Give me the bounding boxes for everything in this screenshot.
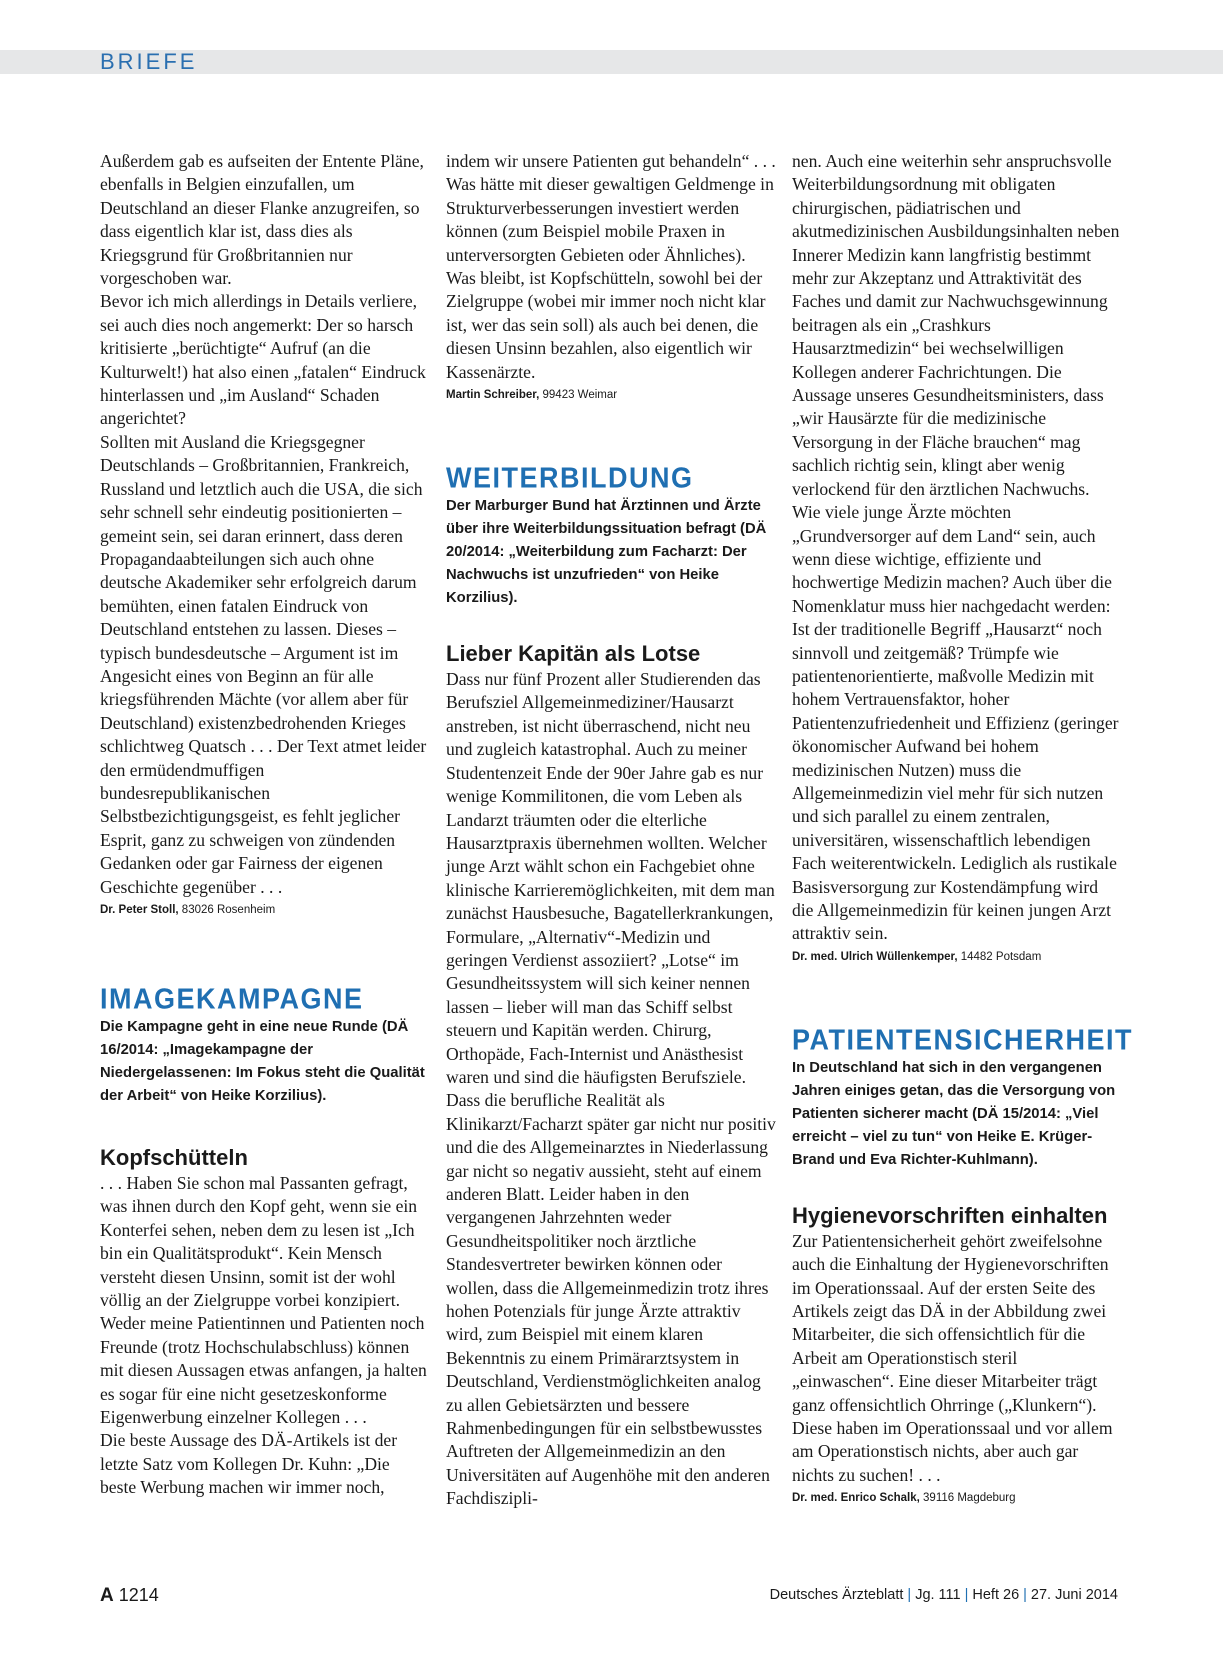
signature-place: 39116 Magdeburg <box>919 1492 1016 1505</box>
topic-heading: WEITERBILDUNG <box>446 462 694 494</box>
letter-paragraph: Weder meine Patientinnen und Patienten noch Freunde (trotz Hochschulabschluss) können mit diesen Aussagen etwas anfangen, ja halten es sogar für eine nicht gesetzeskonforme Eigenwerbung einzelner Kollegen . . . <box>100 1313 427 1428</box>
journal-issue: Heft 26 <box>972 1587 1020 1603</box>
letter-paragraph: . . . Haben Sie schon mal Passanten gefragt, was ihnen durch den Kopf geht, wenn sie ein Konterfei sehen, neben dem zu lesen ist „Ich bin ein Qualitätsprodukt“. Kein Mensch versteht diesen Unsinn, somit ist der wohl völlig an der Zielgruppe vorbei konzipiert. <box>100 1173 418 1311</box>
column-3 <box>792 150 1134 1506</box>
letter-headline: Kopfschütteln <box>100 1145 248 1170</box>
signature-place: 14482 Potsdam <box>957 950 1042 963</box>
letter-headline: Lieber Kapitän als Lotse <box>446 641 701 667</box>
letter-signature <box>792 950 1122 965</box>
signature-name: Dr. Peter Stoll, <box>100 904 179 916</box>
letter-paragraph: Außerdem gab es aufseiten der Entente Pläne, ebenfalls in Belgien einzufallen, um Deutschland an dieser Flanke anzugreifen, so dass eigentlich klar ist, dass dies als Kriegsgrund für Großbritannien nur vorgeschoben war. <box>100 151 424 289</box>
journal-name: Deutsches Ärzteblatt <box>769 1587 904 1603</box>
page-prefix: A <box>100 1585 114 1606</box>
page-number-value: 1214 <box>113 1585 159 1605</box>
letter-signature <box>792 1491 1122 1506</box>
topic-intro: In Deutschland hat sich in den vergangenen Jahren einiges getan, das die Versorgung von Patienten sicherer macht (DÄ 15/2014: „Viel erreicht – viel zu tun“ von Heike E. Krüger-Brand und Eva Richter-Kuhlmann). <box>792 1059 1116 1168</box>
topic-intro: Der Marburger Bund hat Ärztinnen und Ärzte über ihre Weiterbildungssituation befragt (DÄ 20/2014: „Weiterbildung zum Facharzt: Der Nachwuchs ist unzufrieden“ von Heike Korzilius). <box>446 498 767 607</box>
letter-paragraph: Sollten mit Ausland die Kriegsgegner Deutschlands – Großbritannien, Frankreich, Russland und letztlich auch die USA, die sich sehr schnell sehr eindeutig positionierten – gemeint sein, sei daran erinnert, dass deren Propagandaabteilungen sich auch ohne deutsche Akademiker sehr erfolgreich darum bemühten, einen fatalen Eindruck von Deutschland entstehen zu lassen. Dieses – typisch bundesdeutsche – Argument ist im Angesicht eines von Beginn an für alle kriegsführenden Mächte (vor allem aber für Deutschland) existenzbedrohenden Krieges schlichtweg Quatsch . . . Der Text atmet leider den ermüdendmuffigen bundesrepublikanischen Selbstbezichtigungsgeist, es fehlt jeglicher Esprit, ganz zu schweigen von zündenden Gedanken oder gar Fairness der eigenen Geschichte gegenüber . . . <box>100 431 427 897</box>
signature-place: 99423 Weimar <box>539 389 618 402</box>
journal-info <box>770 1584 1118 1606</box>
page-number <box>100 1584 159 1607</box>
letter-paragraph: nen. Auch eine weiterhin sehr anspruchsvolle Weiterbildungsordnung mit obligaten chirurgischen, pädiatrischen und akutmedizinischen Ausbildungsinhalten neben Innerer Medizin kann langfristig bestimmt mehr zur Akzeptanz und Attraktivität des Faches und damit zur Nachwuchsgewinnung beitragen als ein „Crashkurs Hausarztmedizin“ bei wechselwilligen Kollegen anderer Fachrichtungen. Die Aussage unseres Gesundheitsministers, dass „wir Hausärzte für die medizinische Versorgung in der Fläche brauchen“ mag sachlich richtig sein, klingt aber wenig verlockend für den ärztlichen Nachwuchs. Wie viele junge Ärzte möchten „Grundversorger auf dem Land“ sein, auch wenn diese wichtige, effiziente und hochwertige Medizin machen? Auch über die Nomenklatur muss hier nachgedacht werden: Ist der traditionelle Begriff „Hausarzt“ noch sinnvoll und zeitgemäß? Trümpfe wie patientenorientierte, maßvolle Medizin mit hohem Vertrauensfaktor, hoher Patientenzufriedenheit und Effizienz (geringer ökonomischer Aufwand bei hohem medizinischen Nutzen) muss die Allgemeinmedizin viel mehr für sich nutzen und sich parallel zu einem zentralen, universitären, wissenschaftlich lebendigen Fach weiterentwickeln. Lediglich als rustikale Basisversorgung zur Kostendämpfung wird die Allgemeinmedizin für keinen jungen Arzt attraktiv sein. <box>792 151 1120 944</box>
topic-intro: Die Kampagne geht in eine neue Runde (DÄ 16/2014: „Imagekampagne der Niedergelassenen: Im Fokus steht die Qualität der Arbeit“ von Heike Korzilius). <box>100 1019 425 1104</box>
journal-volume: Jg. 111 <box>915 1587 961 1603</box>
journal-date: 27. Juni 2014 <box>1030 1587 1118 1603</box>
signature-name: Dr. med. Enrico Schalk, <box>792 1492 920 1505</box>
divider: | <box>964 1587 969 1603</box>
signature-name: Martin Schreiber, <box>446 389 540 402</box>
letter-headline: Hygienevorschriften einhalten <box>792 1202 1108 1228</box>
column-2 <box>446 150 776 1511</box>
letter-paragraph: Zur Patientensicherheit gehört zweifelsohne auch die Einhaltung der Hygienevorschriften im Operationssaal. Auf der ersten Seite des Artikels zeigt das DÄ in der Abbildung zwei Mitarbeiter, die sich offensichtlich für die Arbeit am Operationstisch steril „einwaschen“. Eine dieser Mitarbeiter trägt ganz offensichtlich Ohrringe („Klunkern“). Diese haben im Operationssaal und vor allem am Operationstisch nichts, aber auch gar nichts zu suchen! . . . <box>792 1230 1113 1485</box>
letter-paragraph: indem wir unsere Patienten gut behandeln“ . . . Was hätte mit dieser gewaltigen Geldmenge in Strukturverbesserungen investiert werden können (zum Beispiel mobile Praxen in unterversorgten Gebieten oder Ähnliches). Was bleibt, ist Kopfschütteln, sowohl bei der Zielgruppe (wobei mir immer noch nicht klar ist, wer das sein soll) als auch bei denen, die diesen Unsinn bezahlen, also eigentlich wir Kassenärzte. <box>446 151 776 382</box>
signature-name: Dr. med. Ulrich Wüllenkemper, <box>792 950 958 963</box>
letter-signature <box>100 903 430 918</box>
letter-paragraph: Dass nur fünf Prozent aller Studierenden das Berufsziel Allgemeinmediziner/Hausarzt anstreben, ist nicht überraschend, nicht neu und zugleich katastrophal. Auch zu meiner Studentenzeit Ende der 90er Jahre gab es nur wenige Kommilitonen, die vom Leben als Landarzt träumten oder die elterliche Hausarztpraxis übernehmen wollten. Welcher junge Arzt wählt schon ein Fachgebiet ohne klinische Karrieremöglichkeiten, mit dem man zunächst Hausbesuche, Bagatellerkrankungen, Formulare, „Alternativ“-Medizin und geringen Verdienst assoziiert? „Lotse“ im Gesundheitssystem will sich keiner nennen lassen – lieber will man das Schiff selbst steuern und Kapitän werden. Chirurg, Orthopäde, Fach-Internist und Anästhesist waren und sind die häufigsten Berufsziele. Dass die berufliche Realität als Klinikarzt/Facharzt später gar nicht nur positiv und die des Allgemeinarztes in Niederlassung gar nicht so negativ aussieht, steht auf einem anderen Blatt. Leider haben in den vergangenen Jahrzehnten weder Gesundheitspolitiker noch ärztliche Standesvertreter bewirken können oder wollen, dass die Allgemeinmedizin trotz ihres hohen Potenzials für junge Ärzte attraktiv wird, zum Beispiel mit einem klaren Bekenntnis zu einem Primärarztsystem in Deutschland, Verdienstmöglichkeiten analog zu allen Gebietsärzten und bessere Rahmenbedingungen für ein selbstbewusstes Auftreten der Allgemeinmedizin an den Universitäten auf Augenhöhe mit den anderen Fachdiszipli- <box>446 669 776 1509</box>
divider: | <box>1023 1587 1027 1603</box>
signature-place: 83026 Rosenheim <box>178 904 276 916</box>
letter-paragraph: Bevor ich mich allerdings in Details verliere, sei auch dies noch angemerkt: Der so harsch kritisierte „berüchtigte“ Aufruf (an die Kulturwelt!) hat also einen „fatalen“ Eindruck hinterlassen und „im Ausland“ Schaden angerichtet? <box>100 291 426 429</box>
topic-heading: IMAGEKAMPAGNE <box>100 983 364 1015</box>
letter-paragraph: Die beste Aussage des DÄ-Artikels ist der letzte Satz vom Kollegen Dr. Kuhn: „Die beste Werbung machen wir immer noch, <box>100 1430 398 1498</box>
topic-heading: PATIENTENSICHERHEIT <box>792 1024 1134 1056</box>
section-label: BRIEFE <box>100 49 198 74</box>
column-1 <box>100 150 430 1500</box>
letter-signature <box>446 388 776 403</box>
divider: | <box>907 1587 912 1603</box>
